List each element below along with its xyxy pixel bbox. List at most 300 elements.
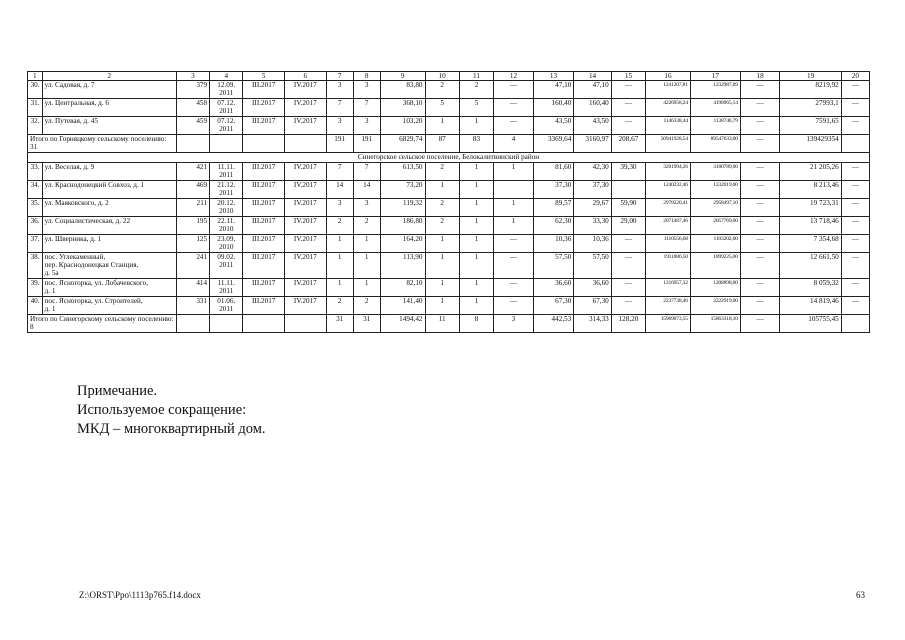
table-cell: III.2017: [243, 217, 285, 235]
table-cell: 10,36: [533, 235, 574, 253]
total-cell: 3369,64: [533, 135, 574, 153]
table-cell: [611, 181, 645, 199]
table-cell: 36,60: [574, 279, 611, 297]
table-cell: 12 661,50: [780, 253, 841, 279]
total-cell: 31: [326, 315, 353, 333]
total-cell: 15863318,10: [690, 315, 740, 333]
table-cell: 2237738,46: [646, 297, 691, 315]
table-cell: —: [494, 279, 534, 297]
table-cell: 1232987,89: [690, 81, 740, 99]
table-cell: 1138746,79: [690, 117, 740, 135]
table-cell: 27993,1: [780, 99, 841, 117]
column-number: 5: [243, 72, 285, 81]
table-cell: 11.11. 2011: [210, 163, 243, 181]
table-cell: 458: [176, 99, 209, 117]
section-row: [28, 153, 870, 163]
empty-cell: [841, 315, 869, 333]
empty-cell: [176, 135, 209, 153]
table-cell: —: [740, 163, 780, 181]
table-cell: 1146338,44: [646, 117, 691, 135]
total-cell: 191: [353, 135, 380, 153]
table-cell: 2: [459, 81, 493, 99]
table-cell: —: [841, 199, 869, 217]
table-cell: [494, 181, 534, 199]
housing-table: [27, 71, 870, 333]
table-cell: 3180789,00: [690, 163, 740, 181]
table-cell: 1241207,81: [646, 81, 691, 99]
table-cell: III.2017: [243, 81, 285, 99]
table-cell: 09.02. 2011: [210, 253, 243, 279]
table-cell: 613,50: [380, 163, 425, 181]
empty-cell: [243, 135, 285, 153]
total-cell: 442,53: [533, 315, 574, 333]
table-cell: 1: [459, 235, 493, 253]
column-number: 6: [285, 72, 327, 81]
column-number: 15: [611, 72, 645, 81]
table-cell: 57,50: [533, 253, 574, 279]
empty-cell: [243, 315, 285, 333]
table-cell: 2: [425, 199, 459, 217]
empty-cell: [210, 135, 243, 153]
table-cell: 10,36: [574, 235, 611, 253]
table-cell: 39.: [28, 279, 43, 297]
footer-file-path: Z:\ORST\Ppo\1113p765.f14.docx: [79, 590, 201, 600]
total-cell: 31: [353, 315, 380, 333]
table-cell: IV.2017: [285, 217, 327, 235]
column-number: 3: [176, 72, 209, 81]
table-cell: 8 213,46: [780, 181, 841, 199]
total-label: Итого по Горняцкому сельскому поселению: 31: [28, 135, 177, 153]
table-cell: IV.2017: [285, 253, 327, 279]
table-cell: 36,60: [533, 279, 574, 297]
table-cell: 43,50: [533, 117, 574, 135]
table-cell: 2: [425, 217, 459, 235]
table-cell: 2978220,41: [646, 199, 691, 217]
table-cell: 62,30: [533, 217, 574, 235]
table-cell: 37,30: [574, 181, 611, 199]
table-cell: 8 059,32: [780, 279, 841, 297]
table-header-row: [28, 72, 870, 81]
table-cell: III.2017: [243, 99, 285, 117]
table-cell: 7591,65: [780, 117, 841, 135]
table-cell: 1: [425, 235, 459, 253]
table-cell: 67,30: [533, 297, 574, 315]
footer-page-number: 63: [856, 590, 865, 600]
table-cell: 22.11. 2010: [210, 217, 243, 235]
table-cell: 1: [425, 297, 459, 315]
table-cell: 1: [326, 279, 353, 297]
table-cell: 47,10: [533, 81, 574, 99]
table-row: [28, 235, 870, 253]
table-cell: 469: [176, 181, 209, 199]
table-cell: —: [841, 297, 869, 315]
table-cell: —: [494, 253, 534, 279]
table-cell: ул. Шверника, д. 1: [42, 235, 176, 253]
table-cell: —: [611, 253, 645, 279]
empty-cell: [841, 135, 869, 153]
total-cell: 83: [459, 135, 493, 153]
table-cell: III.2017: [243, 253, 285, 279]
table-cell: —: [611, 117, 645, 135]
table-cell: 67,30: [574, 297, 611, 315]
table-cell: 40.: [28, 297, 43, 315]
table-cell: 3: [353, 199, 380, 217]
table-cell: —: [841, 117, 869, 135]
notes-block: [77, 382, 266, 439]
column-number: 14: [574, 72, 611, 81]
column-number: 7: [326, 72, 353, 81]
total-cell: 89547633,00: [690, 135, 740, 153]
table-cell: —: [611, 235, 645, 253]
table-cell: —: [740, 81, 780, 99]
table-cell: 8219,92: [780, 81, 841, 99]
table-cell: 7: [353, 99, 380, 117]
table-cell: 14: [326, 181, 353, 199]
table-cell: —: [841, 217, 869, 235]
table-cell: 1: [425, 181, 459, 199]
table-cell: 1: [353, 279, 380, 297]
table-cell: 2: [326, 297, 353, 315]
column-number: 8: [353, 72, 380, 81]
table-cell: III.2017: [243, 199, 285, 217]
table-row: [28, 199, 870, 217]
table-cell: 73,20: [380, 181, 425, 199]
table-cell: IV.2017: [285, 297, 327, 315]
table-cell: 1: [459, 163, 493, 181]
table-row: [28, 99, 870, 117]
table-cell: —: [841, 235, 869, 253]
total-row: [28, 315, 870, 333]
table-cell: 36.: [28, 217, 43, 235]
table-cell: —: [494, 81, 534, 99]
table-cell: —: [740, 235, 780, 253]
total-row: [28, 135, 870, 153]
table-cell: 1: [459, 253, 493, 279]
table-cell: 07.12. 2011: [210, 117, 243, 135]
table-cell: 20.12. 2010: [210, 199, 243, 217]
column-number: 4: [210, 72, 243, 81]
table-cell: IV.2017: [285, 235, 327, 253]
table-cell: 81,60: [533, 163, 574, 181]
table-cell: —: [611, 297, 645, 315]
table-cell: —: [740, 279, 780, 297]
table-cell: 1: [459, 217, 493, 235]
table-cell: 1: [459, 117, 493, 135]
table-cell: 21 205,26: [780, 163, 841, 181]
table-cell: 2: [353, 297, 380, 315]
table-cell: III.2017: [243, 181, 285, 199]
column-number: 2: [42, 72, 176, 81]
table-cell: III.2017: [243, 117, 285, 135]
column-number: 11: [459, 72, 493, 81]
table-cell: III.2017: [243, 297, 285, 315]
column-number: 9: [380, 72, 425, 81]
table-cell: 30.: [28, 81, 43, 99]
table-cell: 82,10: [380, 279, 425, 297]
table-cell: 7: [326, 99, 353, 117]
table-cell: 21.12. 2011: [210, 181, 243, 199]
table-cell: 89,57: [533, 199, 574, 217]
note-abbrev-definition: МКД – многоквартирный дом.: [77, 421, 266, 437]
empty-cell: [285, 315, 327, 333]
total-cell: —: [740, 135, 780, 153]
table-cell: 47,10: [574, 81, 611, 99]
column-number: 1: [28, 72, 43, 81]
table-cell: 2: [425, 163, 459, 181]
empty-cell: [285, 135, 327, 153]
table-cell: III.2017: [243, 279, 285, 297]
table-cell: 1911886,50: [646, 253, 691, 279]
total-cell: 50941928,54: [646, 135, 691, 153]
table-cell: —: [740, 117, 780, 135]
table-cell: 2071487,46: [646, 217, 691, 235]
table-cell: пос. Ясногорка, ул. Лобачевского, д. 1: [42, 279, 176, 297]
table-cell: 3: [353, 117, 380, 135]
table-cell: 2: [353, 217, 380, 235]
table-cell: 1: [326, 235, 353, 253]
table-cell: 7: [326, 163, 353, 181]
total-cell: 139429354: [780, 135, 841, 153]
table-cell: 7 354,68: [780, 235, 841, 253]
table-cell: 59,90: [611, 199, 645, 217]
column-number: 17: [690, 72, 740, 81]
table-cell: 1: [459, 181, 493, 199]
table-cell: ул. Веселая, д. 9: [42, 163, 176, 181]
table-row: [28, 81, 870, 99]
table-cell: —: [611, 81, 645, 99]
table-cell: 33.: [28, 163, 43, 181]
column-number: 16: [646, 72, 691, 81]
table-cell: 195: [176, 217, 209, 235]
table-cell: —: [740, 217, 780, 235]
table-cell: III.2017: [243, 235, 285, 253]
table-cell: —: [841, 181, 869, 199]
table-cell: 2: [425, 81, 459, 99]
table-cell: 11.11. 2011: [210, 279, 243, 297]
table-cell: 2958497,10: [690, 199, 740, 217]
table-cell: 39,30: [611, 163, 645, 181]
table-cell: 3: [326, 81, 353, 99]
empty-cell: [176, 315, 209, 333]
table-row: [28, 117, 870, 135]
table-cell: IV.2017: [285, 163, 327, 181]
table-cell: пос. Углекаменный, пер. Краснодонецкая Станция, д. 5а: [42, 253, 176, 279]
table-row: [28, 217, 870, 235]
table-cell: 32.: [28, 117, 43, 135]
table-row: [28, 181, 870, 199]
table-cell: 421: [176, 163, 209, 181]
table-cell: 1: [353, 235, 380, 253]
column-number: 13: [533, 72, 574, 81]
table-cell: 1: [353, 253, 380, 279]
table-cell: 414: [176, 279, 209, 297]
table-cell: 160,40: [574, 99, 611, 117]
note-title: Примечание.: [77, 383, 158, 399]
table-cell: —: [740, 99, 780, 117]
table-cell: —: [740, 181, 780, 199]
table-cell: 331: [176, 297, 209, 315]
column-number: 19: [780, 72, 841, 81]
total-cell: 191: [326, 135, 353, 153]
table-cell: 37,30: [533, 181, 574, 199]
table-cell: 3: [353, 81, 380, 99]
total-cell: 208,67: [611, 135, 645, 153]
table-cell: 35.: [28, 199, 43, 217]
total-cell: 128,20: [611, 315, 645, 333]
table-cell: 160,40: [533, 99, 574, 117]
table-cell: ул. Путевая, д. 45: [42, 117, 176, 135]
table-cell: 4198965,14: [690, 99, 740, 117]
table-cell: —: [494, 297, 534, 315]
table-cell: —: [841, 279, 869, 297]
table-cell: IV.2017: [285, 99, 327, 117]
table-cell: ул. Краснодонецкий Совхоз, д. 1: [42, 181, 176, 199]
table-cell: 07.12. 2011: [210, 99, 243, 117]
table-cell: 141,40: [380, 297, 425, 315]
total-cell: 6829,74: [380, 135, 425, 153]
table-cell: IV.2017: [285, 81, 327, 99]
table-cell: III.2017: [243, 163, 285, 181]
column-number: 18: [740, 72, 780, 81]
table-cell: 1: [459, 297, 493, 315]
column-number: 10: [425, 72, 459, 81]
table-cell: 29,00: [611, 217, 645, 235]
table-cell: 1: [459, 199, 493, 217]
table-cell: IV.2017: [285, 199, 327, 217]
table-cell: пос. Ясногорка, ул. Строителей, д. 1: [42, 297, 176, 315]
total-cell: 8: [459, 315, 493, 333]
table-cell: 164,20: [380, 235, 425, 253]
table-cell: 7: [353, 163, 380, 181]
table-cell: 241: [176, 253, 209, 279]
table-cell: IV.2017: [285, 279, 327, 297]
table-row: [28, 253, 870, 279]
table-cell: 113,90: [380, 253, 425, 279]
table-cell: 14: [353, 181, 380, 199]
table-cell: 379: [176, 81, 209, 99]
table-cell: 1: [425, 253, 459, 279]
table-cell: —: [841, 163, 869, 181]
table-row: [28, 163, 870, 181]
table-cell: 57,50: [574, 253, 611, 279]
table-cell: 3201994,26: [646, 163, 691, 181]
table-cell: ул. Центральная, д. 6: [42, 99, 176, 117]
table-cell: 1240232,46: [646, 181, 691, 199]
total-cell: 3: [494, 315, 534, 333]
table-cell: 459: [176, 117, 209, 135]
total-cell: 4: [494, 135, 534, 153]
total-cell: 3160,97: [574, 135, 611, 153]
table-cell: 1: [459, 279, 493, 297]
table-cell: 12.09. 2011: [210, 81, 243, 99]
table-cell: ул. Садовая, д. 7: [42, 81, 176, 99]
total-cell: 11: [425, 315, 459, 333]
table-cell: 31.: [28, 99, 43, 117]
table-cell: 5: [459, 99, 493, 117]
table-row: [28, 279, 870, 297]
column-number: 12: [494, 72, 534, 81]
table-cell: 2: [326, 217, 353, 235]
table-cell: 1: [425, 279, 459, 297]
table-cell: 211: [176, 199, 209, 217]
table-cell: 103,20: [380, 117, 425, 135]
table-cell: 1: [425, 117, 459, 135]
table-cell: —: [494, 99, 534, 117]
column-number: 20: [841, 72, 869, 81]
table-cell: 368,10: [380, 99, 425, 117]
table-cell: 37.: [28, 235, 43, 253]
table-cell: 1: [326, 253, 353, 279]
table-cell: 1899225,00: [690, 253, 740, 279]
total-cell: 1494,42: [380, 315, 425, 333]
table-cell: 34.: [28, 181, 43, 199]
total-cell: 87: [425, 135, 459, 153]
total-cell: —: [740, 315, 780, 333]
table-cell: 3: [326, 199, 353, 217]
table-cell: —: [841, 99, 869, 117]
table-cell: ул. Социалистическая, д. 22: [42, 217, 176, 235]
table-cell: 29,67: [574, 199, 611, 217]
table-cell: 5: [425, 99, 459, 117]
total-label: Итого по Синегорскому сельскому поселению: 8: [28, 315, 177, 333]
table-cell: —: [841, 253, 869, 279]
table-cell: 119,32: [380, 199, 425, 217]
table-cell: 42,30: [574, 163, 611, 181]
table-cell: 43,50: [574, 117, 611, 135]
total-cell: 15969073,55: [646, 315, 691, 333]
table-cell: —: [841, 81, 869, 99]
table-cell: IV.2017: [285, 181, 327, 199]
table-cell: 83,80: [380, 81, 425, 99]
table-cell: 1110556,68: [646, 235, 691, 253]
table-cell: 14 819,46: [780, 297, 841, 315]
table-row: [28, 297, 870, 315]
table-cell: ул. Маяковского, д. 2: [42, 199, 176, 217]
section-title: Синегорское сельское поселение, Белокалитвинский район: [28, 153, 870, 163]
total-cell: 105755,45: [780, 315, 841, 333]
table-cell: —: [611, 279, 645, 297]
table-cell: 13 718,46: [780, 217, 841, 235]
table-cell: 2057769,00: [690, 217, 740, 235]
table-cell: 1232019,00: [690, 181, 740, 199]
table-cell: —: [494, 117, 534, 135]
table-cell: —: [611, 99, 645, 117]
table-cell: 2222919,00: [690, 297, 740, 315]
table-cell: 186,80: [380, 217, 425, 235]
table-cell: 23.09. 2010: [210, 235, 243, 253]
table-cell: 1: [494, 199, 534, 217]
empty-cell: [210, 315, 243, 333]
table-cell: 1103202,00: [690, 235, 740, 253]
table-cell: —: [740, 199, 780, 217]
table-cell: 1: [494, 217, 534, 235]
total-cell: 314,33: [574, 315, 611, 333]
table-cell: 01.06. 2011: [210, 297, 243, 315]
table-cell: 1216957,32: [646, 279, 691, 297]
table-cell: 4226958,24: [646, 99, 691, 117]
table-cell: IV.2017: [285, 117, 327, 135]
table-cell: 38.: [28, 253, 43, 279]
table-cell: 1208898,00: [690, 279, 740, 297]
table-cell: —: [740, 297, 780, 315]
table-cell: 19 723,31: [780, 199, 841, 217]
note-abbrev-heading: Используемое сокращение:: [77, 402, 247, 418]
table-cell: 125: [176, 235, 209, 253]
table-cell: 3: [326, 117, 353, 135]
table-cell: —: [740, 253, 780, 279]
table-cell: 1: [494, 163, 534, 181]
table-cell: —: [494, 235, 534, 253]
